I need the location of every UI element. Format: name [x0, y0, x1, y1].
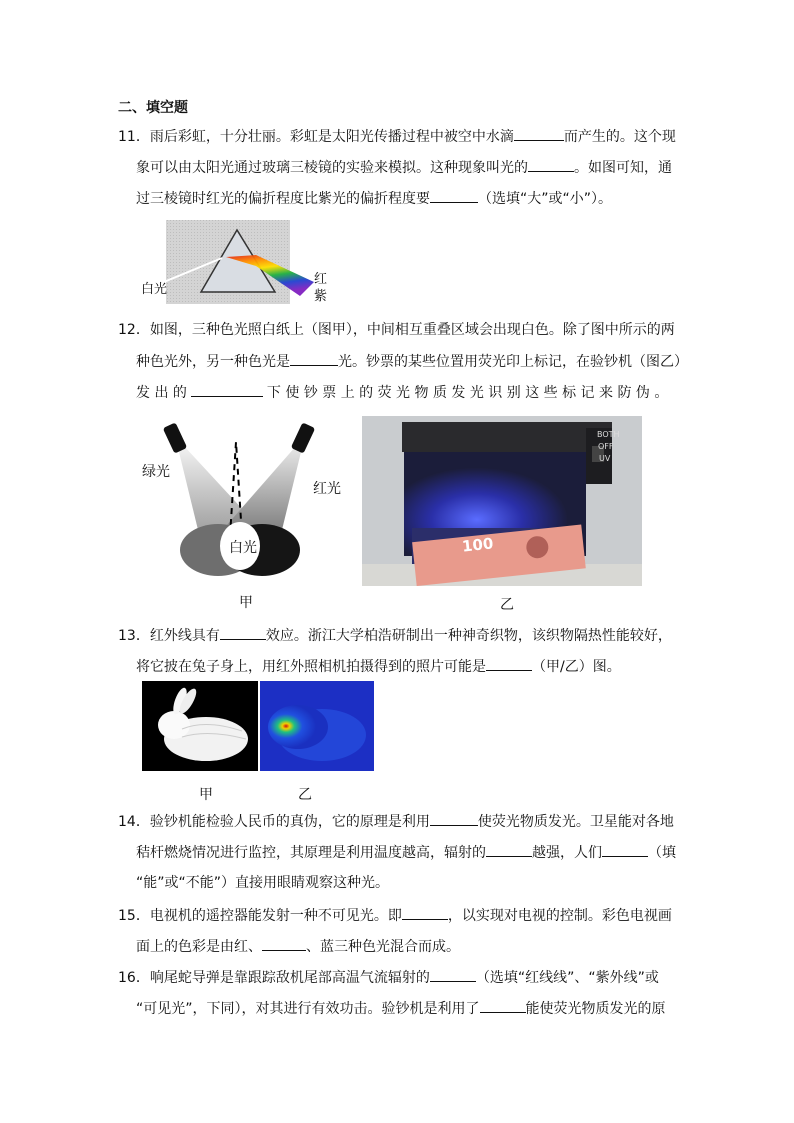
q12-line1: 12．如图，三种色光照白纸上（图甲），中间相互重叠区域会出现白色。除了图中所示的两 [118, 322, 675, 338]
q13-line1: 13．红外线具有 效应。浙江大学柏浩研制出一种神奇织物，该织物隔热性能较好， [118, 625, 672, 646]
q11-blank-3[interactable] [430, 188, 478, 203]
caption-yi-13: 乙 [298, 787, 312, 803]
rabbit-photo-normal [142, 681, 258, 771]
label-red-light: 红光 [313, 481, 341, 497]
q12-blank-1[interactable] [290, 351, 338, 366]
q12-line2: 种色光外，另一种色光是 光。钞票的某些位置用荧光印上标记，在验钞机（图乙） [136, 351, 688, 372]
q16-blank-1[interactable] [430, 967, 476, 982]
q15-blank-2[interactable] [262, 936, 306, 951]
q15-blank-1[interactable] [402, 905, 448, 920]
switch-label-uv: UV [599, 454, 611, 463]
prism-figure [164, 220, 324, 306]
q13-blank-2[interactable] [486, 656, 532, 671]
caption-jia-13: 甲 [199, 787, 213, 803]
q13-line2: 将它披在兔子身上，用红外照相机拍摄得到的照片可能是 （甲/乙）图。 [136, 656, 621, 677]
caption-yi-12: 乙 [500, 597, 514, 613]
label-white-overlap: 白光 [229, 540, 257, 556]
q13-blank-1[interactable] [220, 625, 266, 640]
banknote-value: 100 [461, 534, 495, 556]
q14-blank-2[interactable] [486, 842, 532, 857]
q11-blank-1[interactable] [514, 126, 564, 141]
q16-line1: 16．响尾蛇导弹是靠跟踪敌机尾部高温气流辐射的 （选填“红线线”、“紫外线”或 [118, 967, 659, 988]
q14-line1: 14．验钞机能检验人民币的真伪，它的原理是利用 使荧光物质发光。卫星能对各地 [118, 811, 674, 832]
label-white-light: 白光 [141, 282, 168, 297]
q11-line2: 象可以由太阳光通过玻璃三棱镜的实验来模拟。这种现象叫光的 。如图可知，通 [136, 157, 672, 178]
q12-line3: 发 出 的 下 使 钞 票 上 的 荧 光 物 质 发 光 识 别 这 些 标 记 来 防 伪 。 [136, 382, 668, 403]
q14-line2: 秸杆燃烧情况进行监控，其原理是利用温度越高，辐射的 越强，人们 （填 [136, 842, 676, 863]
q15-line2: 面上的色彩是由红、 、蓝三种色光混合而成。 [136, 936, 460, 957]
caption-jia-12: 甲 [239, 595, 253, 611]
label-green-light: 绿光 [142, 464, 170, 480]
q16-blank-2[interactable] [480, 998, 526, 1013]
label-red: 红 [314, 272, 328, 287]
section-title: 二、填空题 [118, 100, 188, 116]
q15-line1: 15．电视机的遥控器能发射一种不可见光。即 ，以实现对电视的控制。彩色电视画 [118, 905, 672, 926]
q16-line2: “可见光”，下同），对其进行有效功击。验钞机是利用了 能使荧光物质发光的原 [136, 998, 666, 1019]
q14-line3: “能”或“不能”）直接用眼睛观察这种光。 [136, 875, 390, 891]
q12-blank-2[interactable] [191, 382, 263, 397]
label-violet: 紫 [314, 289, 328, 304]
rabbit-photo-infrared [260, 681, 374, 771]
q14-blank-3[interactable] [602, 842, 648, 857]
q14-blank-1[interactable] [430, 811, 478, 826]
q11-blank-2[interactable] [528, 157, 574, 172]
color-lights-figure [138, 418, 338, 588]
switch-label-both: BOTH [597, 430, 620, 439]
q11-line1: 11．雨后彩虹，十分壮丽。彩虹是太阳光传播过程中被空中水滴 而产生的。这个现 [118, 126, 676, 147]
switch-label-off: OFF [598, 442, 614, 451]
q11-line3: 过三棱镜时红光的偏折程度比紫光的偏折程度要 （选填“大”或“小”）。 [136, 188, 612, 209]
